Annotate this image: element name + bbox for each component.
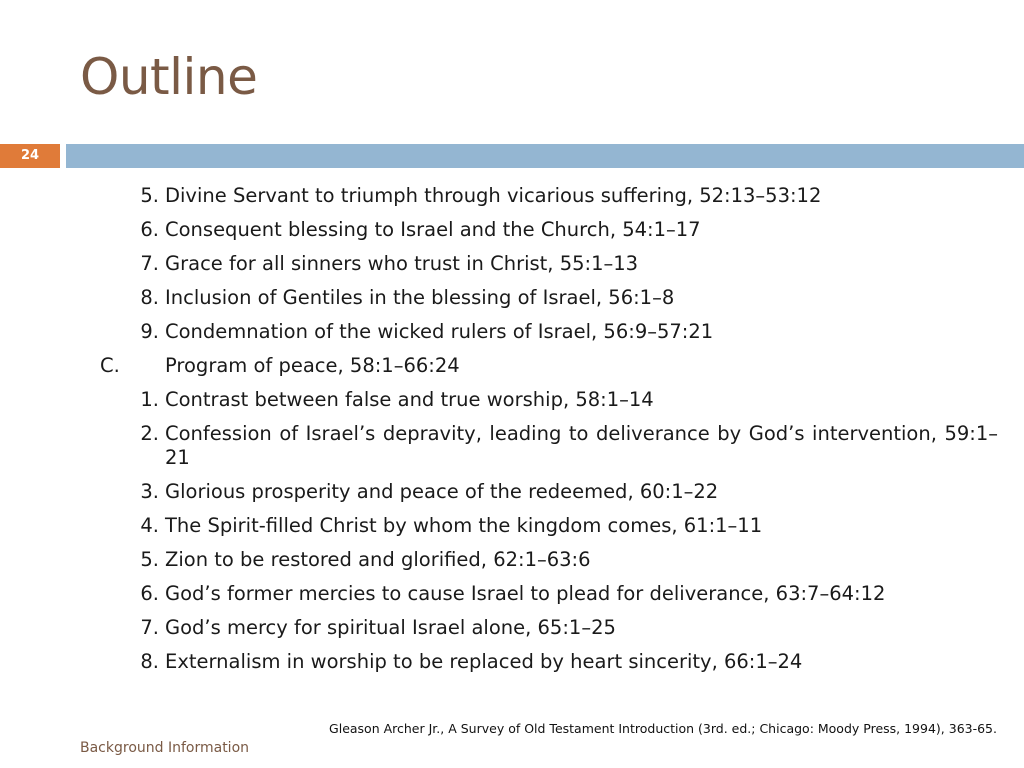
outline-item (100, 286, 998, 310)
outline-item (100, 582, 998, 606)
outline-item-number: 7. (140, 616, 159, 639)
slide-title: Outline (80, 48, 258, 106)
outline-item-text: Inclusion of Gentiles in the blessing of Israel, 56:1–8 (165, 286, 675, 309)
outline-item-number: 6. (140, 582, 159, 605)
outline-item-text: Contrast between false and true worship, 58:1–14 (165, 388, 654, 411)
outline-item (100, 650, 998, 674)
outline-item-number: 9. (140, 320, 159, 343)
outline-item-text: Externalism in worship to be replaced by heart sincerity, 66:1–24 (165, 650, 803, 673)
outline-item (100, 218, 998, 242)
citation: Gleason Archer Jr., A Survey of Old Testament Introduction (3rd. ed.; Chicago: Moody Press, 1994), 363-65. (329, 721, 997, 736)
outline-item-text: Zion to be restored and glorified, 62:1–63:6 (165, 548, 591, 571)
outline-item-text: Glorious prosperity and peace of the redeemed, 60:1–22 (165, 480, 719, 503)
outline-item-text: Program of peace, 58:1–66:24 (165, 354, 460, 377)
outline-item-text: The Spirit-filled Christ by whom the kingdom comes, 61:1–11 (165, 514, 763, 537)
outline-item-number: 6. (140, 218, 159, 241)
outline-item-number: 4. (140, 514, 159, 537)
outline-item (100, 616, 998, 640)
outline-item (100, 548, 998, 572)
slide-number-badge: 24 (0, 144, 60, 168)
outline-item-number: C. (100, 354, 120, 377)
outline-item-number: 1. (140, 388, 159, 411)
outline-item (100, 320, 998, 344)
outline-item-number: 8. (140, 286, 159, 309)
outline-item-text: Consequent blessing to Israel and the Church, 54:1–17 (165, 218, 701, 241)
outline-list (100, 184, 998, 684)
outline-item-text: Divine Servant to triumph through vicarious suffering, 52:13–53:12 (165, 184, 822, 207)
outline-item-text: God’s mercy for spiritual Israel alone, 65:1–25 (165, 616, 616, 639)
outline-item-number: 5. (140, 548, 159, 571)
outline-item (100, 388, 998, 412)
outline-item-text: Condemnation of the wicked rulers of Israel, 56:9–57:21 (165, 320, 714, 343)
outline-item-number: 7. (140, 252, 159, 275)
outline-item (100, 480, 998, 504)
outline-item (100, 514, 998, 538)
outline-item-number: 8. (140, 650, 159, 673)
footer-text: Background Information (80, 740, 250, 756)
outline-item-number: 5. (140, 184, 159, 207)
header-rule-bar (66, 144, 1024, 168)
outline-item-text: Grace for all sinners who trust in Christ, 55:1–13 (165, 252, 639, 275)
outline-item-text: Confession of Israel’s depravity, leading to deliverance by God’s intervention, 59:1–21 (165, 422, 998, 469)
outline-item (100, 184, 998, 208)
outline-item-number: 3. (140, 480, 159, 503)
outline-item-text: God’s former mercies to cause Israel to plead for deliverance, 63:7–64:12 (165, 582, 886, 605)
outline-item (100, 422, 998, 470)
outline-item (100, 252, 998, 276)
outline-section (100, 354, 998, 378)
outline-item-number: 2. (140, 422, 159, 445)
